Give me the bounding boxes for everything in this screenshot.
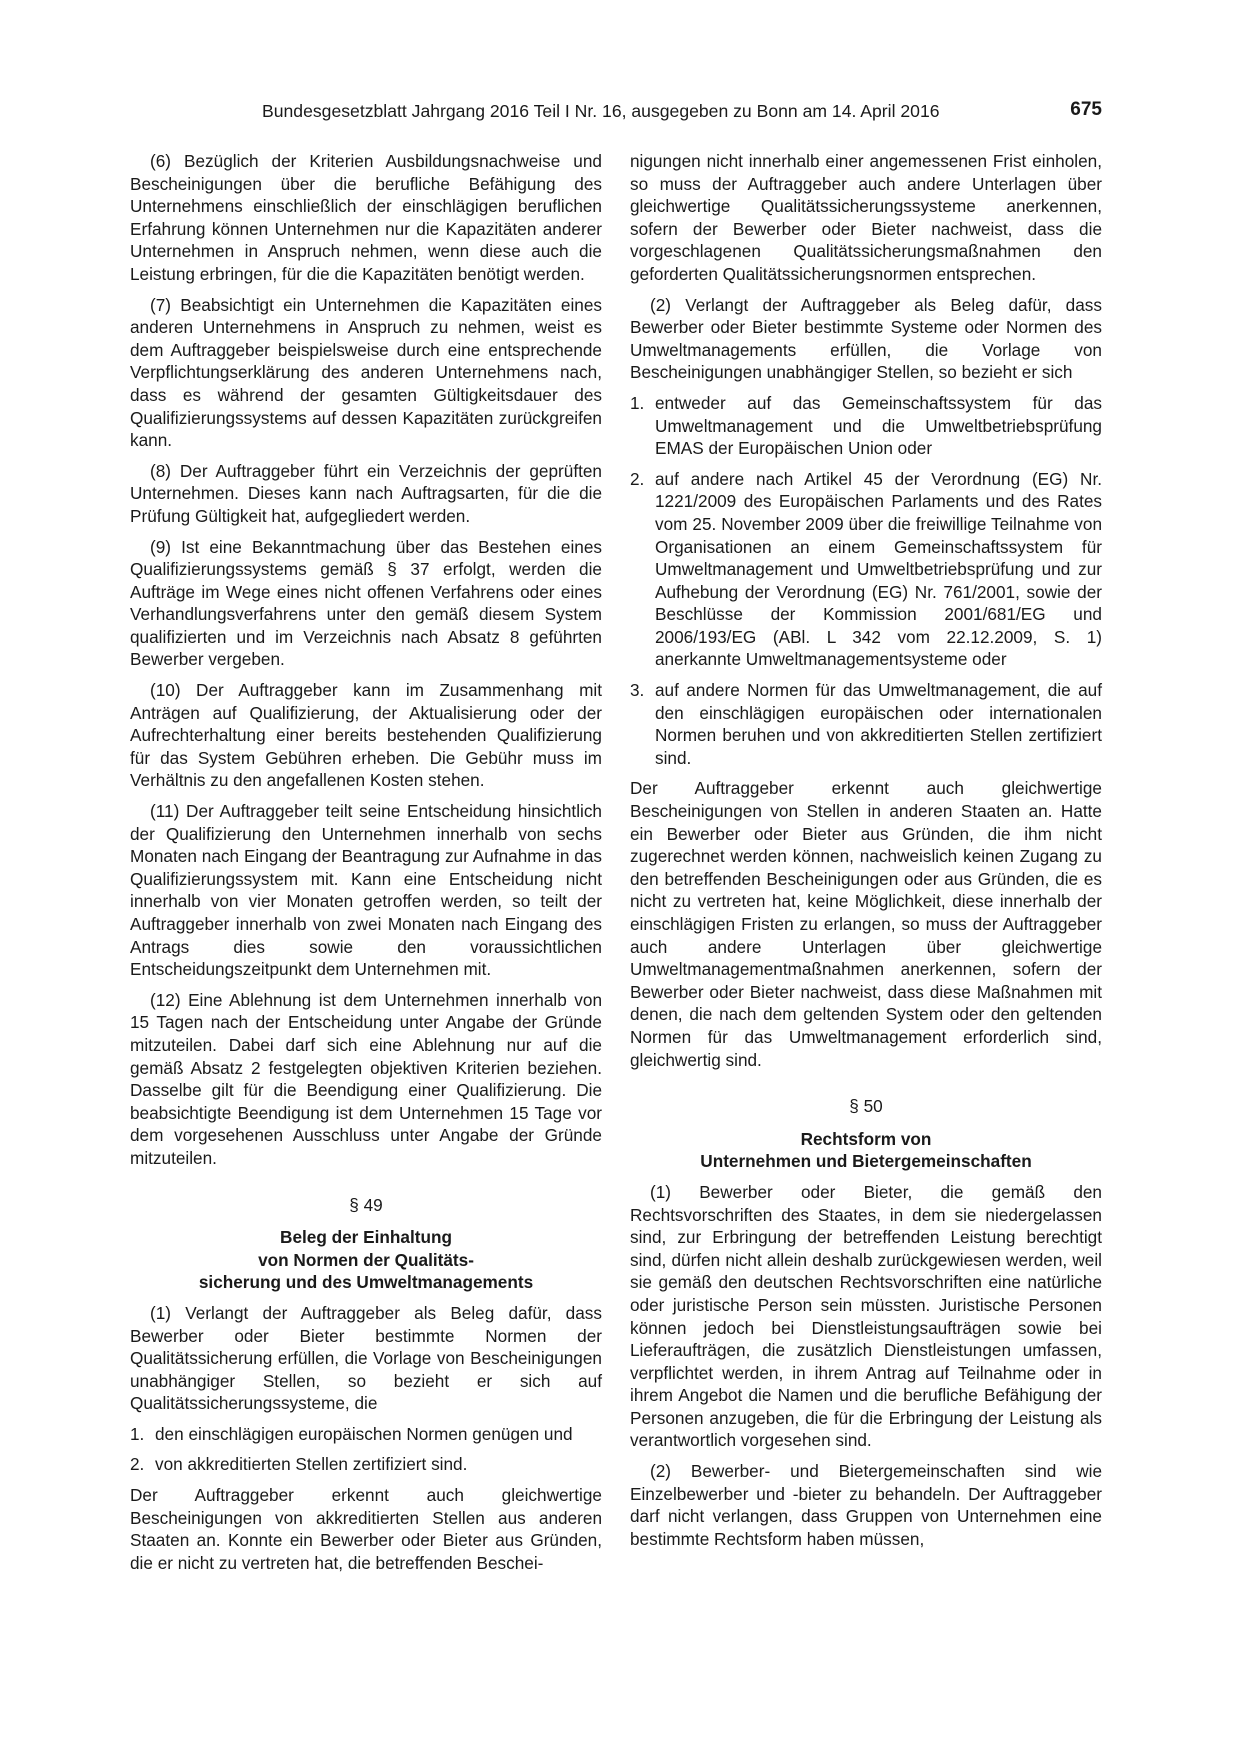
section-49-paragraph-1: (1) Verlangt der Auftraggeber als Beleg dafür, dass Bewerber oder Bieter bestimmte Normen der Qualitätssicherung erfüllen, die Vorlage von Bescheinigungen unabhängiger Stellen, so bezieht er sich auf Qualitätssicherungssysteme, die <box>130 1302 602 1414</box>
section-50-paragraph-2: (2) Bewerber- und Bietergemeinschaften sind wie Einzelbewerber und -bieter zu behandeln. Der Auftraggeber darf nicht verlangen, dass Gruppen von Unternehmen eine bestimmte Rechtsform haben müssen, <box>630 1461 1102 1549</box>
section-49-title-line: sicherung und des Umweltmanagements <box>198 1272 534 1293</box>
paragraph-10: (10) Der Auftraggeber kann im Zusammenhang mit Anträgen auf Qualifizierung, der Aktualisierung oder der Aufrechterhaltung einer bereits bestehenden Qualifizierung für das System Gebühren erheben. Die Gebühr muss im Verhältnis zu den angefallenen Kosten stehen. <box>130 680 602 791</box>
section-49-title-line: Beleg der Einhaltung <box>280 1227 452 1248</box>
list-item-text: entweder auf das Gemeinschaftssystem für das Umweltmanagement und die Umweltbetriebsprüfung EMAS der Europäischen Union oder <box>655 392 1102 459</box>
list-item-number: 3. <box>630 680 645 701</box>
list-item-number: 2. <box>630 468 645 489</box>
paragraph-6: (6) Bezüglich der Kriterien Ausbildungsnachweise und Bescheinigungen über die berufliche Befähigung des Unternehmens einschließlich der einschlägigen beruflichen Erfahrung können Unternehmen nur die Kapazitäten anderer Unternehmen in Anspruch nehmen, wenn diese auch die Leistung erbringen, für die die Kapazitäten benötigt werden. <box>130 151 602 284</box>
left-column <box>130 150 602 1582</box>
page-header <box>262 101 1102 127</box>
paragraph-8: (8) Der Auftraggeber führt ein Verzeichnis der geprüften Unternehmen. Dieses kann nach Auftragsarten, für die die Prüfung Gültigkeit hat, aufgegliedert werden. <box>130 460 602 526</box>
section-49-paragraph-2: (2) Verlangt der Auftraggeber als Beleg dafür, dass Bewerber oder Bieter bestimmte Systeme oder Normen des Umweltmanagements erfüllen, die Vorlage von Bescheinigungen unabhängiger Stellen, so bezieht er sich <box>630 294 1102 383</box>
paragraph-7: (7) Beabsichtigt ein Unternehmen die Kapazitäten eines anderen Unternehmens in Anspruch zu nehmen, weist es dem Auftraggeber beispielsweise durch eine entsprechende Verpflichtungserklärung des anderen Unternehmens nach, dass es während der gesamten Gültigkeitsdauer des Qualifizierungssystems auf dessen Kapazitäten zurückgreifen kann. <box>130 294 602 451</box>
list-item <box>130 1453 602 1476</box>
list-item <box>130 1423 602 1446</box>
paragraph-9: (9) Ist eine Bekanntmachung über das Bestehen eines Qualifizierungssystems gemäß § 37 erfolgt, werden die Aufträge im Wege eines nicht offenen Verfahrens oder eines Verhandlungsverfahrens unter den gemäß diesem System qualifizierten und im Verzeichnis nach Absatz 8 geführten Bewerber vergeben. <box>130 536 602 670</box>
list-item-number: 2. <box>130 1454 145 1475</box>
paragraph-11: (11) Der Auftraggeber teilt seine Entscheidung hinsichtlich der Qualifizierung den Unternehmen innerhalb von sechs Monaten nach Eingang der Beantragung zur Aufnahme in das Qualifizierungssystem mit. Kann eine Entscheidung nicht innerhalb von vier Monaten getroffen werden, so teilt der Auftraggeber innerhalb von zwei Monaten nach Eingang des Antrags dies sowie den voraussichtlichen Entscheidungszeitpunkt dem Unternehmen mit. <box>130 801 602 980</box>
section-50-title-line: Unternehmen und Bietergemeinschaften <box>700 1151 1032 1172</box>
list-item-number: 1. <box>630 392 645 413</box>
paragraph-12: (12) Eine Ablehnung ist dem Unternehmen innerhalb von 15 Tagen nach der Entscheidung unter Angabe der Gründe mitzuteilen. Dabei darf sich eine Ablehnung nur auf die gemäß Absatz 2 festgelegten objektiven Kriterien beziehen. Dasselbe gilt für die Beendigung einer Qualifizierung. Die beabsichtigte Beendigung ist dem Unternehmen 15 Tage vor dem vorgesehenen Ausschluss unter Angabe der Gründe mitzuteilen. <box>130 989 602 1168</box>
continued-paragraph: nigungen nicht innerhalb einer angemessenen Frist einholen, so muss der Auftraggeber auch andere Unterlagen über gleichwertige Qualitätssicherungssysteme anerkennen, sofern der Bewerber oder Bieter nachweist, dass die vorgeschlagenen Qualitätssicherungsmaßnahmen den geforderten Qualitätssicherungsnormen entsprechen. <box>630 151 1102 284</box>
section-50-number: § 50 <box>849 1096 883 1117</box>
section-50-title-line: Rechtsform von <box>800 1128 932 1149</box>
list-item <box>630 392 1102 460</box>
right-column <box>630 150 1102 1558</box>
section-49-number: § 49 <box>349 1194 383 1215</box>
list-item-text: den einschlägigen europäischen Normen genügen und <box>155 1423 573 1444</box>
section-50-paragraph-1: (1) Bewerber oder Bieter, die gemäß den Rechtsvorschriften des Staates, in dem sie niedergelassen sind, zur Erbringung der betreffenden Leistung berechtigt sind, dürfen nicht allein deshalb zurückgewiesen werden, weil sie gemäß den deutschen Rechtsvorschriften eine natürliche oder juristische Person sein müssten. Juristische Personen können jedoch bei Dienstleistungsaufträgen sowie bei Lieferaufträgen, die zusätzlich Dienstleistungen umfassen, verpflichtet werden, in ihrem Antrag auf Teilnahme oder in ihrem Angebot die Namen und die berufliche Befähigung der Personen anzugeben, die für die Erbringung der Leistung als verantwortlich vorgesehen sind. <box>630 1181 1102 1451</box>
list-item <box>630 679 1102 769</box>
list-item-text: auf andere Normen für das Umweltmanagement, die auf den einschlägigen europäischen oder internationalen Normen beruhen und von akkreditierten Stellen zertifiziert sind. <box>655 680 1102 768</box>
section-49-paragraph-2-continued: Der Auftraggeber erkennt auch gleichwertige Bescheinigungen von Stellen in anderen Staaten an. Hatte ein Bewerber oder Bieter aus Gründen, die ihm nicht zugerechnet werden können, nachweislich keinen Zugang zu den betreffenden Bescheinigungen oder aus Gründen, die es nicht zu vertreten hat, keine Möglichkeit, diese innerhalb der einschlägigen Fristen zu erlangen, so muss der Auftraggeber auch andere Unterlagen über gleichwertige Umweltmanagementmaßnahmen anerkennen, sofern der Bewerber oder Bieter nachweist, dass diese Maßnahmen mit denen, die nach dem geltenden System oder den geltenden Normen für das Umweltmanagement erforderlich sind, gleichwertig sind. <box>630 778 1102 1070</box>
section-49-title <box>130 1226 602 1294</box>
section-50-title <box>630 1128 1102 1173</box>
section-49-title-line: von Normen der Qualitäts- <box>258 1249 474 1270</box>
running-header: Bundesgesetzblatt Jahrgang 2016 Teil I Nr. 16, ausgegeben zu Bonn am 14. April 2016 <box>262 101 940 121</box>
list-item-text: von akkreditierten Stellen zertifiziert sind. <box>155 1454 468 1475</box>
page-number: 675 <box>1070 99 1102 120</box>
list-item <box>630 468 1102 671</box>
list-item-number: 1. <box>130 1423 145 1444</box>
section-49-paragraph-1-continued: Der Auftraggeber erkennt auch gleichwertige Bescheinigungen von akkreditierten Stellen aus anderen Staaten an. Konnte ein Bewerber oder Bieter aus Gründen, die er nicht zu vertreten hat, die betreffenden Beschei- <box>130 1485 602 1573</box>
list-item-text: auf andere nach Artikel 45 der Verordnung (EG) Nr. 1221/2009 des Europäischen Parlaments und des Rates vom 25. November 2009 über die freiwillige Teilnahme von Organisationen an einem Gemeinschaftssystem für Umweltmanagement und Umweltbetriebsprüfung und zur Aufhebung der Verordnung (EG) Nr. 761/2001, sowie der Beschlüsse der Kommission 2001/681/EG und 2006/193/EG (ABl. L 342 vom 22.12.2009, S. 1) anerkannte Umweltmanagementsysteme oder <box>655 468 1102 670</box>
